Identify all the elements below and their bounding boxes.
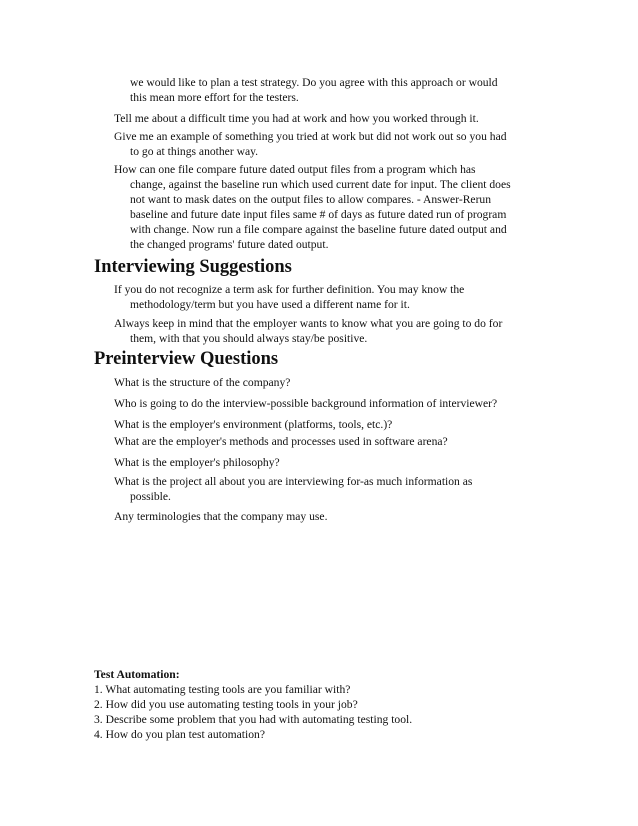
automation-question: 3. Describe some problem that you had with automating testing tool. xyxy=(94,713,413,726)
text-line: What are the employer's methods and processes used in software arena? xyxy=(114,435,448,448)
preinterview-item xyxy=(114,474,549,504)
text-line: Always keep in mind that the employer wants to know what you are going to do for xyxy=(114,317,503,330)
text-line: methodology/term but you have used a different name for it. xyxy=(130,298,410,311)
suggestion-item xyxy=(114,282,549,312)
question-item xyxy=(114,111,549,126)
text-line: we would like to plan a test strategy. Do you agree with this approach or would xyxy=(130,76,498,89)
text-line: What is the employer's philosophy? xyxy=(114,456,280,469)
interviewing-heading: Interviewing Suggestions xyxy=(94,257,292,277)
text-line: possible. xyxy=(130,490,171,503)
question-item xyxy=(114,162,549,252)
text-line: What is the structure of the company? xyxy=(114,376,291,389)
text-line: change, against the baseline run which used current date for input. The client does xyxy=(130,178,511,191)
text-line: Any terminologies that the company may use. xyxy=(114,510,328,523)
preinterview-item xyxy=(114,434,549,449)
text-line: What is the employer's environment (platforms, tools, etc.)? xyxy=(114,418,393,431)
text-line: to go at things another way. xyxy=(130,145,259,158)
text-line: Who is going to do the interview-possible background information of interviewer? xyxy=(114,397,498,410)
question-item xyxy=(114,129,549,159)
automation-question: 4. How do you plan test automation? xyxy=(94,728,265,741)
text-line: the changed programs' future dated output. xyxy=(130,238,329,251)
suggestion-item xyxy=(114,316,549,346)
automation-question: 1. What automating testing tools are you familiar with? xyxy=(94,683,351,696)
text-line: with change. Now run a file compare against the baseline future dated output and xyxy=(130,223,507,236)
text-line: baseline and future date input files same # of days as future dated run of program xyxy=(130,208,507,221)
text-line: not want to mask dates on the output files to allow compares. - Answer-Rerun xyxy=(130,193,492,206)
test-automation-section xyxy=(94,667,412,742)
preinterview-item xyxy=(114,455,549,470)
text-line: How can one file compare future dated output files from a program which has xyxy=(114,163,476,176)
text-line: them, with that you should always stay/be positive. xyxy=(130,332,368,345)
text-line: Tell me about a difficult time you had at work and how you worked through it. xyxy=(114,112,479,125)
automation-question: 2. How did you use automating testing tools in your job? xyxy=(94,698,358,711)
continued-question xyxy=(130,75,498,105)
text-line: Give me an example of something you tried at work but did not work out so you had xyxy=(114,130,507,143)
text-line: this mean more effort for the testers. xyxy=(130,91,299,104)
text-line: If you do not recognize a term ask for further definition. You may know the xyxy=(114,283,465,296)
preinterview-heading: Preinterview Questions xyxy=(94,349,279,369)
preinterview-item xyxy=(114,417,549,432)
test-automation-title: Test Automation: xyxy=(94,668,180,681)
preinterview-item xyxy=(114,375,549,390)
preinterview-item xyxy=(114,396,549,411)
text-line: What is the project all about you are interviewing for-as much information as xyxy=(114,475,473,488)
preinterview-item xyxy=(114,509,549,524)
